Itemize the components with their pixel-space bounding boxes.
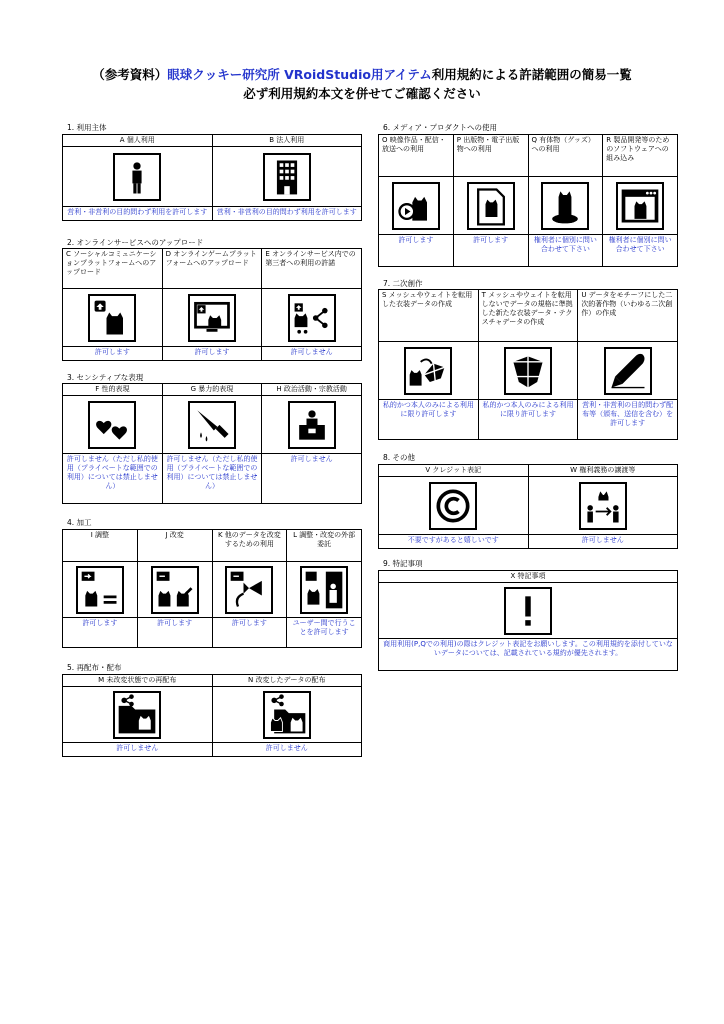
- result-n: 許可しません: [212, 743, 362, 757]
- transfer-icon: [579, 482, 627, 530]
- result-u: 営利・非営利の目的問わず配布等（頒布、送信を含む）を許可します: [578, 400, 678, 440]
- result-v: 不要ですがあると嬉しいです: [379, 535, 529, 549]
- pen-icon: [604, 347, 652, 395]
- share-third-party-icon: [288, 294, 336, 342]
- copyright-icon: [429, 482, 477, 530]
- header-s: S メッシュやウェイトを転用した衣装データの作成: [379, 290, 479, 342]
- result-k: 許可します: [212, 618, 287, 648]
- result-t: 私的かつ本人のみによる利用に限り許可します: [478, 400, 578, 440]
- section-3-table: [62, 383, 362, 504]
- header-w: W 権利義務の譲渡等: [528, 465, 678, 477]
- result-g: 許可しません（ただし私的使用（プライベートな範囲での利用）については禁止しません）: [162, 454, 262, 504]
- section-9-table: [378, 570, 678, 671]
- header-x: X 特記事項: [379, 571, 678, 583]
- section-3-label: 3. センシティブな表現: [67, 373, 144, 382]
- header-k: K 他のデータを改変するための利用: [212, 530, 287, 562]
- header-l: L 調整・改変の外部委託: [287, 530, 362, 562]
- section-8-label: 8. その他: [383, 453, 416, 462]
- adjust-icon: [76, 566, 124, 614]
- result-b: 営利・非営利の目的問わず利用を許可します: [212, 207, 362, 221]
- exclamation-icon: [504, 587, 552, 635]
- page-title: （参考資料）眼球クッキー研究所 VRoidStudio用アイテム利用規約による許諾範囲の簡易一覧: [92, 67, 632, 82]
- section-2-label: 2. オンラインサービスへのアップロード: [67, 238, 204, 247]
- distribute-modified-icon: [263, 691, 311, 739]
- result-j: 許可します: [137, 618, 212, 648]
- header-m: M 未改変状態での再配布: [63, 675, 213, 687]
- software-icon: [616, 182, 664, 230]
- section-7-table: [378, 289, 678, 440]
- section-6-table: [378, 134, 678, 267]
- section-8-table: [378, 464, 678, 549]
- result-w: 許可しません: [528, 535, 678, 549]
- new-costume-icon: [504, 347, 552, 395]
- result-f: 許可しません（ただし私的使用（プライベートな範囲での利用）については禁止しません）: [63, 454, 163, 504]
- section-9-label: 9. 特記事項: [383, 559, 423, 568]
- outsource-icon: [300, 566, 348, 614]
- result-c: 許可します: [63, 347, 163, 361]
- result-d: 許可します: [162, 347, 262, 361]
- header-v: V クレジット表記: [379, 465, 529, 477]
- section-4-label: 4. 加工: [67, 518, 92, 527]
- section-7-label: 7. 二次創作: [383, 279, 423, 288]
- result-a: 営利・非営利の目的問わず利用を許可します: [63, 207, 213, 221]
- section-5-label: 5. 再配布・配布: [67, 663, 122, 672]
- result-s: 私的かつ本人のみによる利用に限り許可します: [379, 400, 479, 440]
- building-icon: [263, 153, 311, 201]
- header-t: T メッシュやウェイトを転用しないでデータの規格に準拠した新たな衣装データ・テクスチャデータの作成: [478, 290, 578, 342]
- header-a: A 個人利用: [63, 135, 213, 147]
- result-p: 許可します: [453, 235, 528, 267]
- result-i: 許可します: [63, 618, 138, 648]
- header-h: H 政治活動・宗教活動: [262, 384, 362, 396]
- result-l: ユーザー間で行うことを許可します: [287, 618, 362, 648]
- page-subtitle: 必ず利用規約本文を併せてご確認ください: [243, 86, 481, 101]
- game-upload-icon: [188, 294, 236, 342]
- header-r: R 製品開発等のためのソフトウェアへの組み込み: [603, 135, 678, 177]
- section-5-table: [62, 674, 362, 757]
- hearts-icon: [88, 401, 136, 449]
- header-q: Q 有体物（グッズ）への利用: [528, 135, 603, 177]
- result-q: 権利者に個別に問い合わせて下さい: [528, 235, 603, 267]
- result-r: 権利者に個別に問い合わせて下さい: [603, 235, 678, 267]
- ribbon-icon: [225, 566, 273, 614]
- header-b: B 法人利用: [212, 135, 362, 147]
- publication-icon: [467, 182, 515, 230]
- section-6-label: 6. メディア・プロダクトへの使用: [383, 123, 497, 132]
- header-c: C ソーシャルコミュニケーションプラットフォームへのアップロード: [63, 249, 163, 289]
- modify-icon: [151, 566, 199, 614]
- result-x: 商用利用(P,Qでの利用)の際はクレジット表記をお願いします。この利用規約を添付していないデータについては、記載されている規約が優先されます。: [379, 639, 678, 671]
- person-icon: [113, 153, 161, 201]
- mesh-reuse-icon: [404, 347, 452, 395]
- knife-icon: [188, 401, 236, 449]
- result-h: 許可しません: [262, 454, 362, 504]
- figure-icon: [541, 182, 589, 230]
- header-d: D オンラインゲームプラットフォームへのアップロード: [162, 249, 262, 289]
- result-e: 許可しません: [262, 347, 362, 361]
- social-upload-icon: [88, 294, 136, 342]
- podium-icon: [288, 401, 336, 449]
- result-o: 許可します: [379, 235, 454, 267]
- header-n: N 改変したデータの配布: [212, 675, 362, 687]
- header-f: F 性的表現: [63, 384, 163, 396]
- header-o: O 映像作品・配信・放送への利用: [379, 135, 454, 177]
- header-j: J 改変: [137, 530, 212, 562]
- header-g: G 暴力的表現: [162, 384, 262, 396]
- redistribute-icon: [113, 691, 161, 739]
- header-i: I 調整: [63, 530, 138, 562]
- section-4-table: [62, 529, 362, 648]
- header-u: U データをモチーフにした二次的著作物（いわゆる二次創作）の作成: [578, 290, 678, 342]
- section-2-table: [62, 248, 362, 361]
- result-m: 許可しません: [63, 743, 213, 757]
- title-brand: 眼球クッキー研究所 VRoidStudio用アイテム: [167, 67, 432, 82]
- section-1-label: 1. 利用主体: [67, 123, 107, 132]
- header-p: P 出版物・電子出版物への利用: [453, 135, 528, 177]
- video-icon: [392, 182, 440, 230]
- section-1-table: [62, 134, 362, 221]
- header-e: E オンラインサービス内での第三者への利用の許諾: [262, 249, 362, 289]
